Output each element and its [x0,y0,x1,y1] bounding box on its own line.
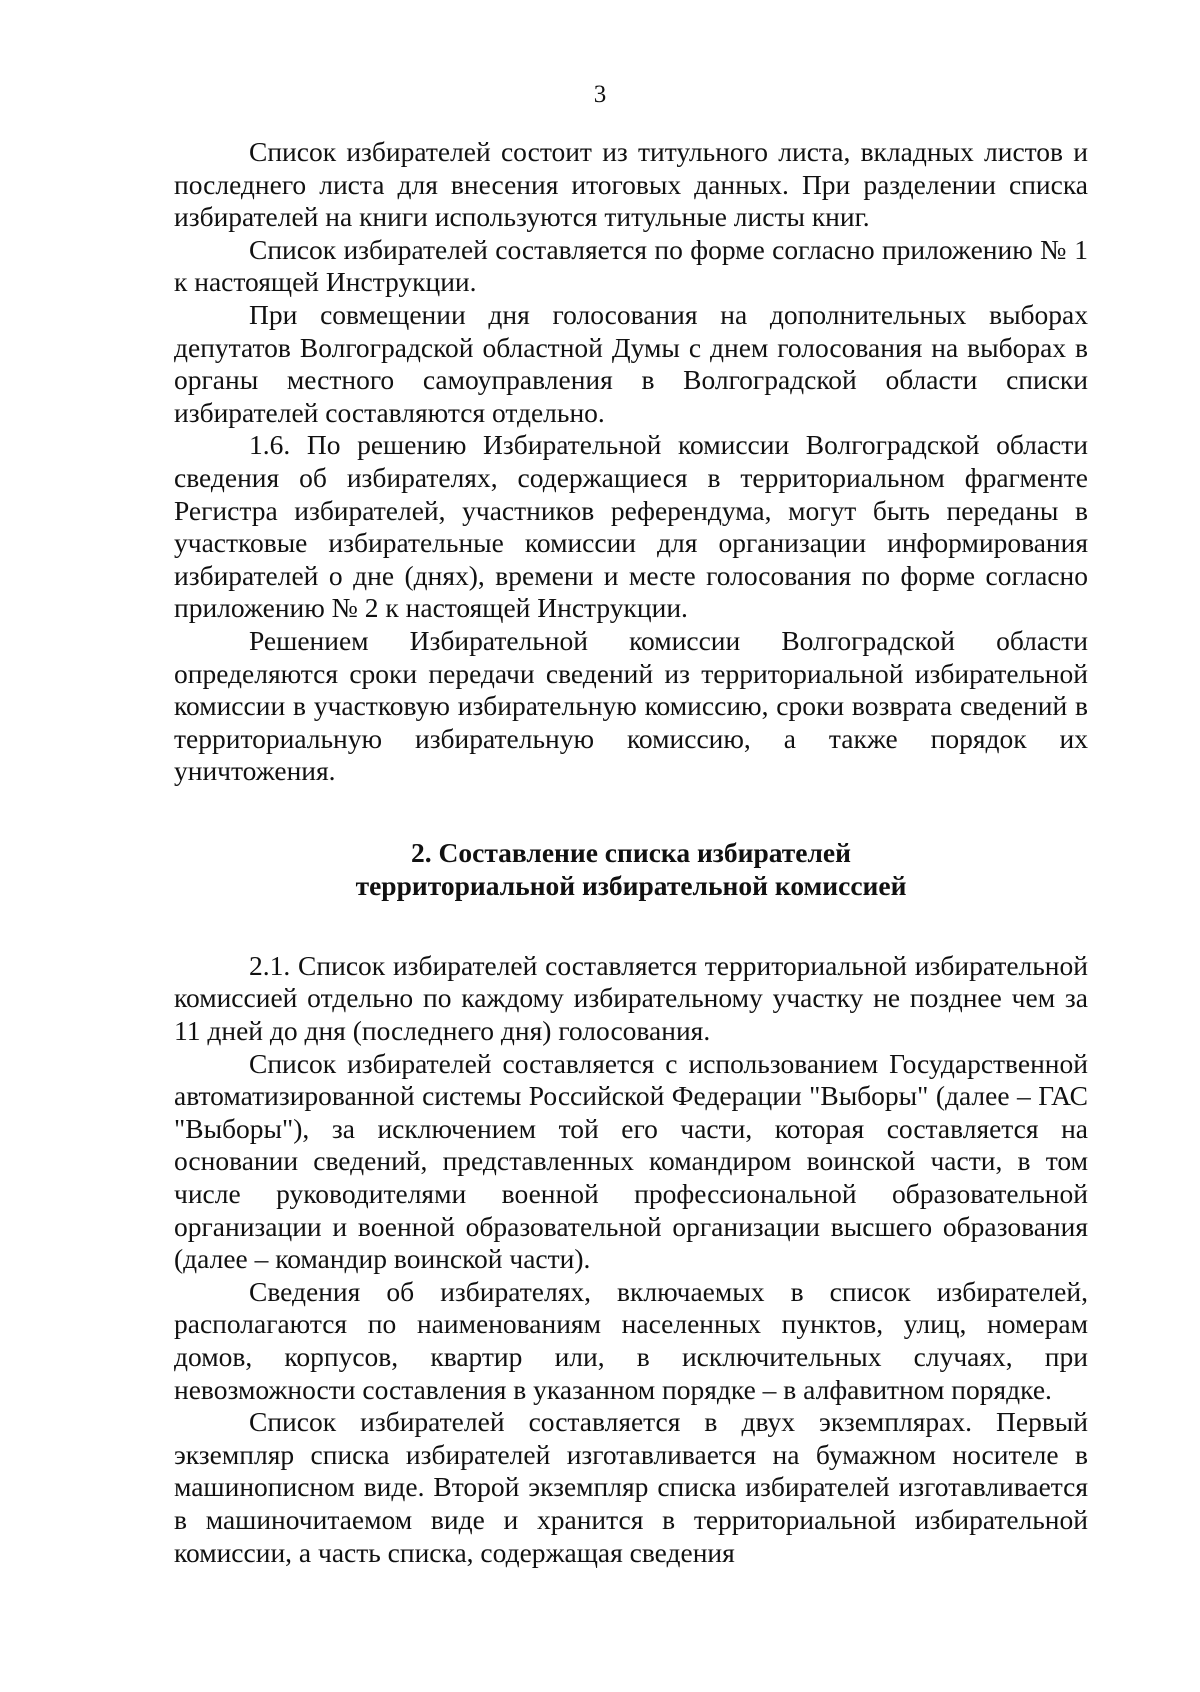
paragraph-form-appendix-1: Список избирателей составляется по форме согласно приложению № 1 к настоящей Инструкции. [174,233,1088,298]
page-number: 3 [593,81,607,108]
paragraph-transfer-terms: Решением Избирательной комиссии Волгоградской области определяются сроки передачи сведений из территориальной избирательной комиссии в участковую избирательную комиссию, сроки возврата сведений в территориальную избирательную комиссию, а также порядок их уничтожения. [174,624,1088,787]
paragraph-two-copies: Список избирателей составляется в двух экземплярах. Первый экземпляр списка избирателей изготавливается на бумажном носителе в машинописном виде. Второй экземпляр списка избирателей изготавливается в машиночитаемом виде и хранится в территориальной избирательной комиссии, а часть списка, содержащая сведения [174,1406,1088,1568]
paragraph-clause-2-1: 2.1. Список избирателей составляется территориальной избирательной комиссией отдельно по каждому избирательному участку не позднее чем за 11 дней до дня (последнего дня) голосования. [174,949,1088,1047]
section-heading [174,836,1088,902]
section-heading-line-1: 2. Составление списка избирателей [411,836,851,868]
paragraph-combined-voting-day: При совмещении дня голосования на дополнительных выборах депутатов Волгоградской областной Думы с днем голосования на выборах в органы местного самоуправления в Волгоградской области списки избирателей составляются отдельно. [174,298,1088,428]
paragraph-title-list-composition: Список избирателей состоит из титульного листа, вкладных листов и последнего листа для внесения итоговых данных. При разделении списка избирателей на книги используются титульные листы книг. [174,136,1088,233]
paragraph-clause-1-6: 1.6. По решению Избирательной комиссии Волгоградской области сведения об избирателях, содержащиеся в территориальном фрагменте Регистра избирателей, участников референдума, могут быть переданы в участковые избирательные комиссии для организации информирования избирателей о дне (днях), времени и месте голосования по форме согласно приложению № 2 к настоящей Инструкции. [174,429,1088,624]
paragraph-gas-vybory: Список избирателей составляется с использованием Государственной автоматизированной системы Российской Федерации "Выборы" (далее – ГАС "Выборы"), за исключением той его части, которая составляется на основании сведений, представленных командиром воинской части, в том числе руководителями военной профессиональной образовательной организации и военной образовательной организации высшего образования (далее – командир воинской части). [174,1047,1088,1275]
document-body [174,136,1088,1569]
paragraph-voter-ordering: Сведения об избирателях, включаемых в список избирателей, располагаются по наименованиям населенных пунктов, улиц, номерам домов, корпусов, квартир или, в исключительных случаях, при невозможности составления в указанном порядке – в алфавитном порядке. [174,1275,1088,1405]
section-heading-line-2: территориальной избирательной комиссией [355,869,907,901]
